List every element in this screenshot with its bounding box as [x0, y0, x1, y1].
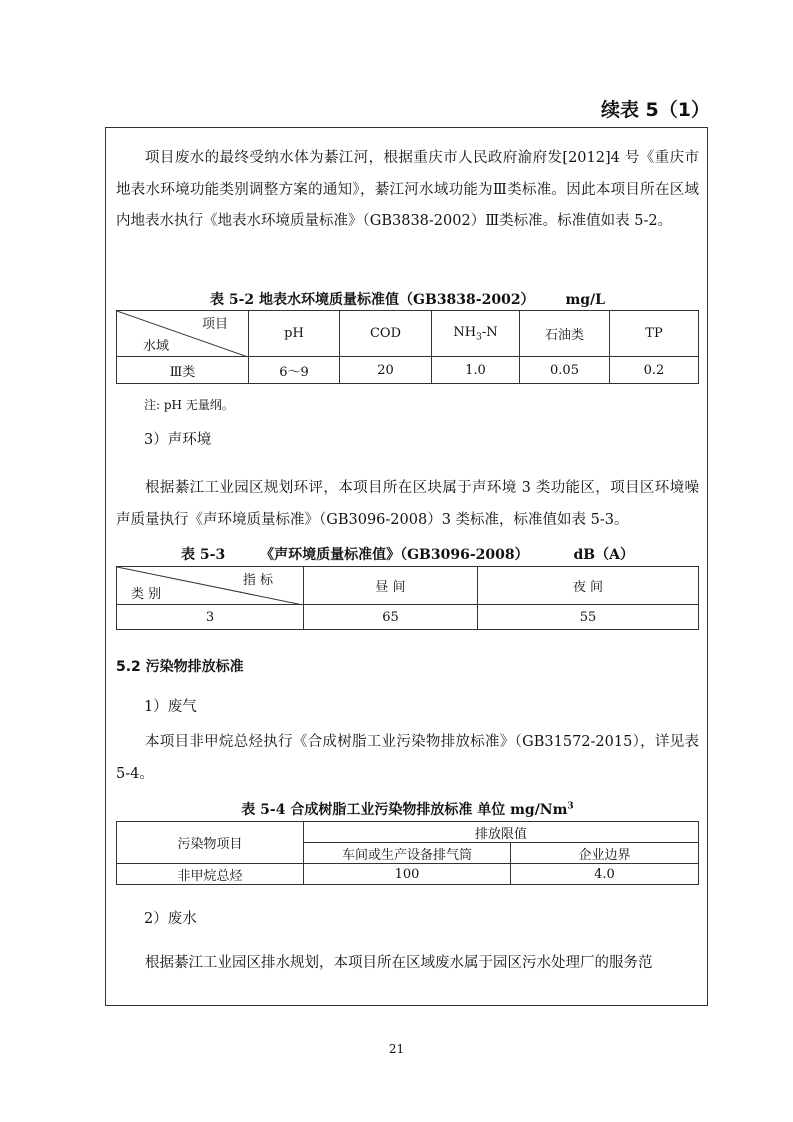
col-header-night: 夜 间: [478, 567, 699, 605]
table-5-2-caption: [116, 289, 699, 309]
col-header-pollutant: 污染物项目: [117, 822, 304, 864]
table-5-2-title: 表 5-2 地表水环境质量标准值（GB3838-2002）: [209, 292, 535, 308]
table-5-3-title: 《声环境质量标准值》（GB3096-2008）: [260, 547, 529, 563]
value-boundary: 4.0: [511, 864, 699, 885]
value-stack: 100: [304, 864, 511, 885]
col-header-ph: pH: [249, 311, 340, 357]
table-5-3-diagonal-header: [117, 567, 304, 605]
gas-paragraph: 本项目非甲烷总烃执行《合成树脂工业污染物排放标准》（GB31572-2015），详见表 5-4。: [116, 734, 699, 782]
section-5-2-title: 5.2 污染物排放标准: [116, 659, 244, 675]
col-header-tp: TP: [610, 311, 699, 357]
intro-paragraph: 项目废水的最终受纳水体为綦江河，根据重庆市人民政府渝府发[2012]4 号《重庆市地表水环境功能类别调整方案的通知》，綦江河水域功能为Ⅲ类标准。因此本项目所在区域内地表水执行《地表水环境质量标准》（GB3838-2002）Ⅲ类标准。标准值如表 5-2。: [116, 150, 699, 229]
content-frame: [105, 127, 708, 1006]
table-5-4-title: 表 5-4 合成树脂工业污染物排放标准 单位 mg/Nm$^3$: [241, 801, 574, 818]
col-header-stack: 车间或生产设备排气筒: [304, 843, 511, 864]
diag-label-item: 项目: [201, 317, 228, 332]
heading-noise: 3）声环境: [144, 432, 212, 448]
table-5-3-caption: [116, 544, 699, 564]
diag-label-class: 类 别: [131, 587, 162, 602]
row-class-label: Ⅲ类: [117, 357, 249, 384]
heading-gas: 1）废气: [144, 699, 197, 715]
table-row: [117, 605, 699, 630]
table-5-3-unit: dB（A）: [573, 547, 634, 563]
col-header-boundary: 企业边界: [511, 843, 699, 864]
value-nh3n: 1.0: [432, 357, 520, 384]
col-header-cod: COD: [340, 311, 432, 357]
value-day: 65: [304, 605, 478, 630]
table-5-4-caption: [116, 799, 699, 819]
diagonal-line: [117, 311, 248, 357]
diag-label-index: 指 标: [242, 573, 273, 588]
row-class-value: 3: [117, 605, 304, 630]
heading-water: 2）废水: [144, 911, 197, 927]
col-header-day: 昼 间: [304, 567, 478, 605]
value-ph: 6～9: [249, 357, 340, 384]
table-5-2-unit: mg/L: [565, 292, 605, 308]
water-paragraph: 根据綦江工业园区排水规划，本项目所在区域废水属于园区污水处理厂的服务范: [145, 955, 653, 971]
diag-label-water: 水域: [143, 339, 170, 354]
row-pollutant-name: 非甲烷总烃: [117, 864, 304, 885]
table-5-3: [116, 566, 699, 630]
table-5-2-diagonal-header: [117, 311, 249, 357]
table-row: [117, 864, 699, 885]
table-5-4: [116, 821, 699, 885]
value-oil: 0.05: [520, 357, 610, 384]
table-5-3-number: 表 5-3: [181, 547, 226, 563]
value-tp: 0.2: [610, 357, 699, 384]
page-header-title: 续表 5（1）: [600, 99, 710, 121]
col-header-nh3n: $NH_3-N$: [432, 311, 520, 357]
value-cod: 20: [340, 357, 432, 384]
value-night: 55: [478, 605, 699, 630]
noise-paragraph: 根据綦江工业园区规划环评，本项目所在区块属于声环境 3 类功能区，项目区环境噪声质量执行《声环境质量标准》（GB3096-2008）3 类标准，标准值如表 5-3。: [116, 480, 699, 528]
col-header-oil: 石油类: [520, 311, 610, 357]
page-number: 21: [388, 1042, 405, 1056]
table-row: [117, 357, 699, 384]
col-header-limit: 排放限值: [304, 822, 699, 843]
table-5-2: [116, 310, 699, 384]
table-5-2-note: 注: pH 无量纲。: [144, 398, 234, 412]
